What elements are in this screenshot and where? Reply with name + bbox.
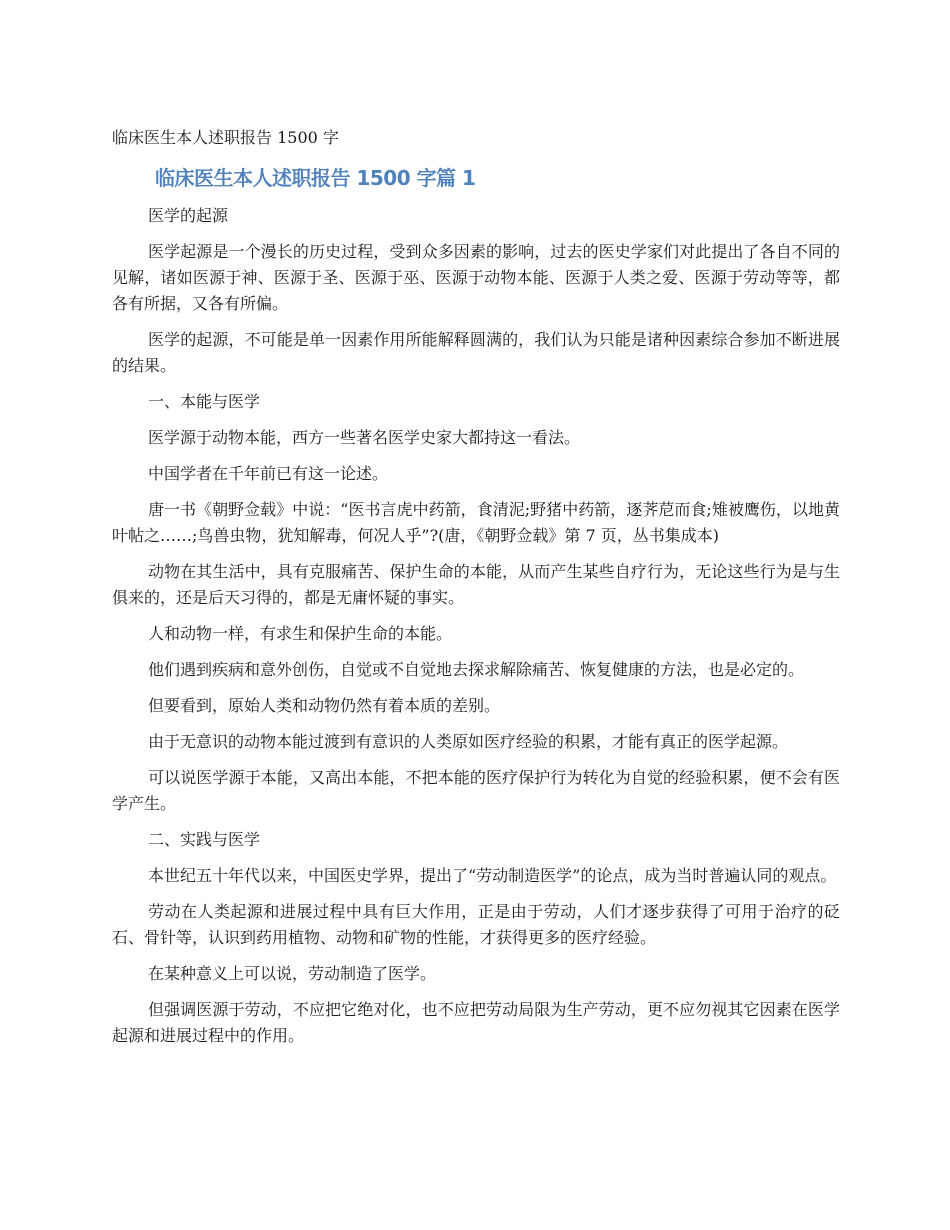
- paragraph: 动物在其生活中，具有克服痛苦、保护生命的本能，从而产生某些自疗行为，无论这些行为是与生俱来的，还是后天习得的，都是无庸怀疑的事实。: [112, 562, 840, 607]
- paragraph: 但强调医源于劳动，不应把它绝对化，也不应把劳动局限为生产劳动，更不应勿视其它因素在医学起源和进展过程中的作用。: [112, 1000, 840, 1045]
- document-title: 临床医生本人述职报告 1500 字: [112, 128, 339, 147]
- paragraph: 他们遇到疾病和意外创伤，自觉或不自觉地去探求解除痛苦、恢复健康的方法，也是必定的。: [148, 660, 805, 679]
- paragraph: 医学的起源，不可能是单一因素作用所能解释圆满的，我们认为只能是诸种因素综合参加不断进展的结果。: [112, 330, 840, 375]
- paragraph: 劳动在人类起源和进展过程中具有巨大作用，正是由于劳动，人们才逐步获得了可用于治疗的砭石、骨针等，认识到药用植物、动物和矿物的性能，才获得更多的医疗经验。: [112, 902, 840, 947]
- paragraph: 医学源于动物本能，西方一些著名医学史家大都持这一看法。: [148, 428, 581, 447]
- paragraph: 医学起源是一个漫长的历史过程，受到众多因素的影响，过去的医史学家们对此提出了各自不同的见解，诸如医源于神、医源于圣、医源于巫、医源于动物本能、医源于人类之爱、医源于劳动等等，都各有所据，又各有所偏。: [112, 242, 840, 313]
- document-body: [112, 203, 840, 1059]
- paragraph-section-title: 二、实践与医学: [148, 830, 261, 849]
- paragraph: 中国学者在千年前已有这一论述。: [148, 464, 389, 483]
- paragraph-subtitle: 医学的起源: [148, 206, 229, 225]
- paragraph: 本世纪五十年代以来，中国医史学界，提出了“劳动制造医学”的论点，成为当时普遍认同的观点。: [148, 866, 837, 885]
- paragraph: 人和动物一样，有求生和保护生命的本能。: [148, 624, 453, 643]
- paragraph: 唐一书《朝野佥载》中说：“医书言虎中药箭，食清泥;野猪中药箭，逐荠苨而食;雉被鹰伤，以地黄叶帖之……;鸟兽虫物，犹知解毒，何况人乎”?(唐，《朝野佥载》第 7 页，丛书集成本): [112, 500, 840, 545]
- paragraph: 由于无意识的动物本能过渡到有意识的人类原如医疗经验的积累，才能有真正的医学起源。: [148, 732, 789, 751]
- paragraph: 但要看到，原始人类和动物仍然有着本质的差别。: [148, 696, 501, 715]
- paragraph: 可以说医学源于本能，又高出本能，不把本能的医疗保护行为转化为自觉的经验积累，便不会有医学产生。: [112, 768, 840, 813]
- section-heading: 临床医生本人述职报告 1500 字篇 1: [155, 166, 476, 190]
- paragraph-section-title: 一、本能与医学: [148, 392, 261, 411]
- paragraph: 在某种意义上可以说，劳动制造了医学。: [148, 964, 437, 983]
